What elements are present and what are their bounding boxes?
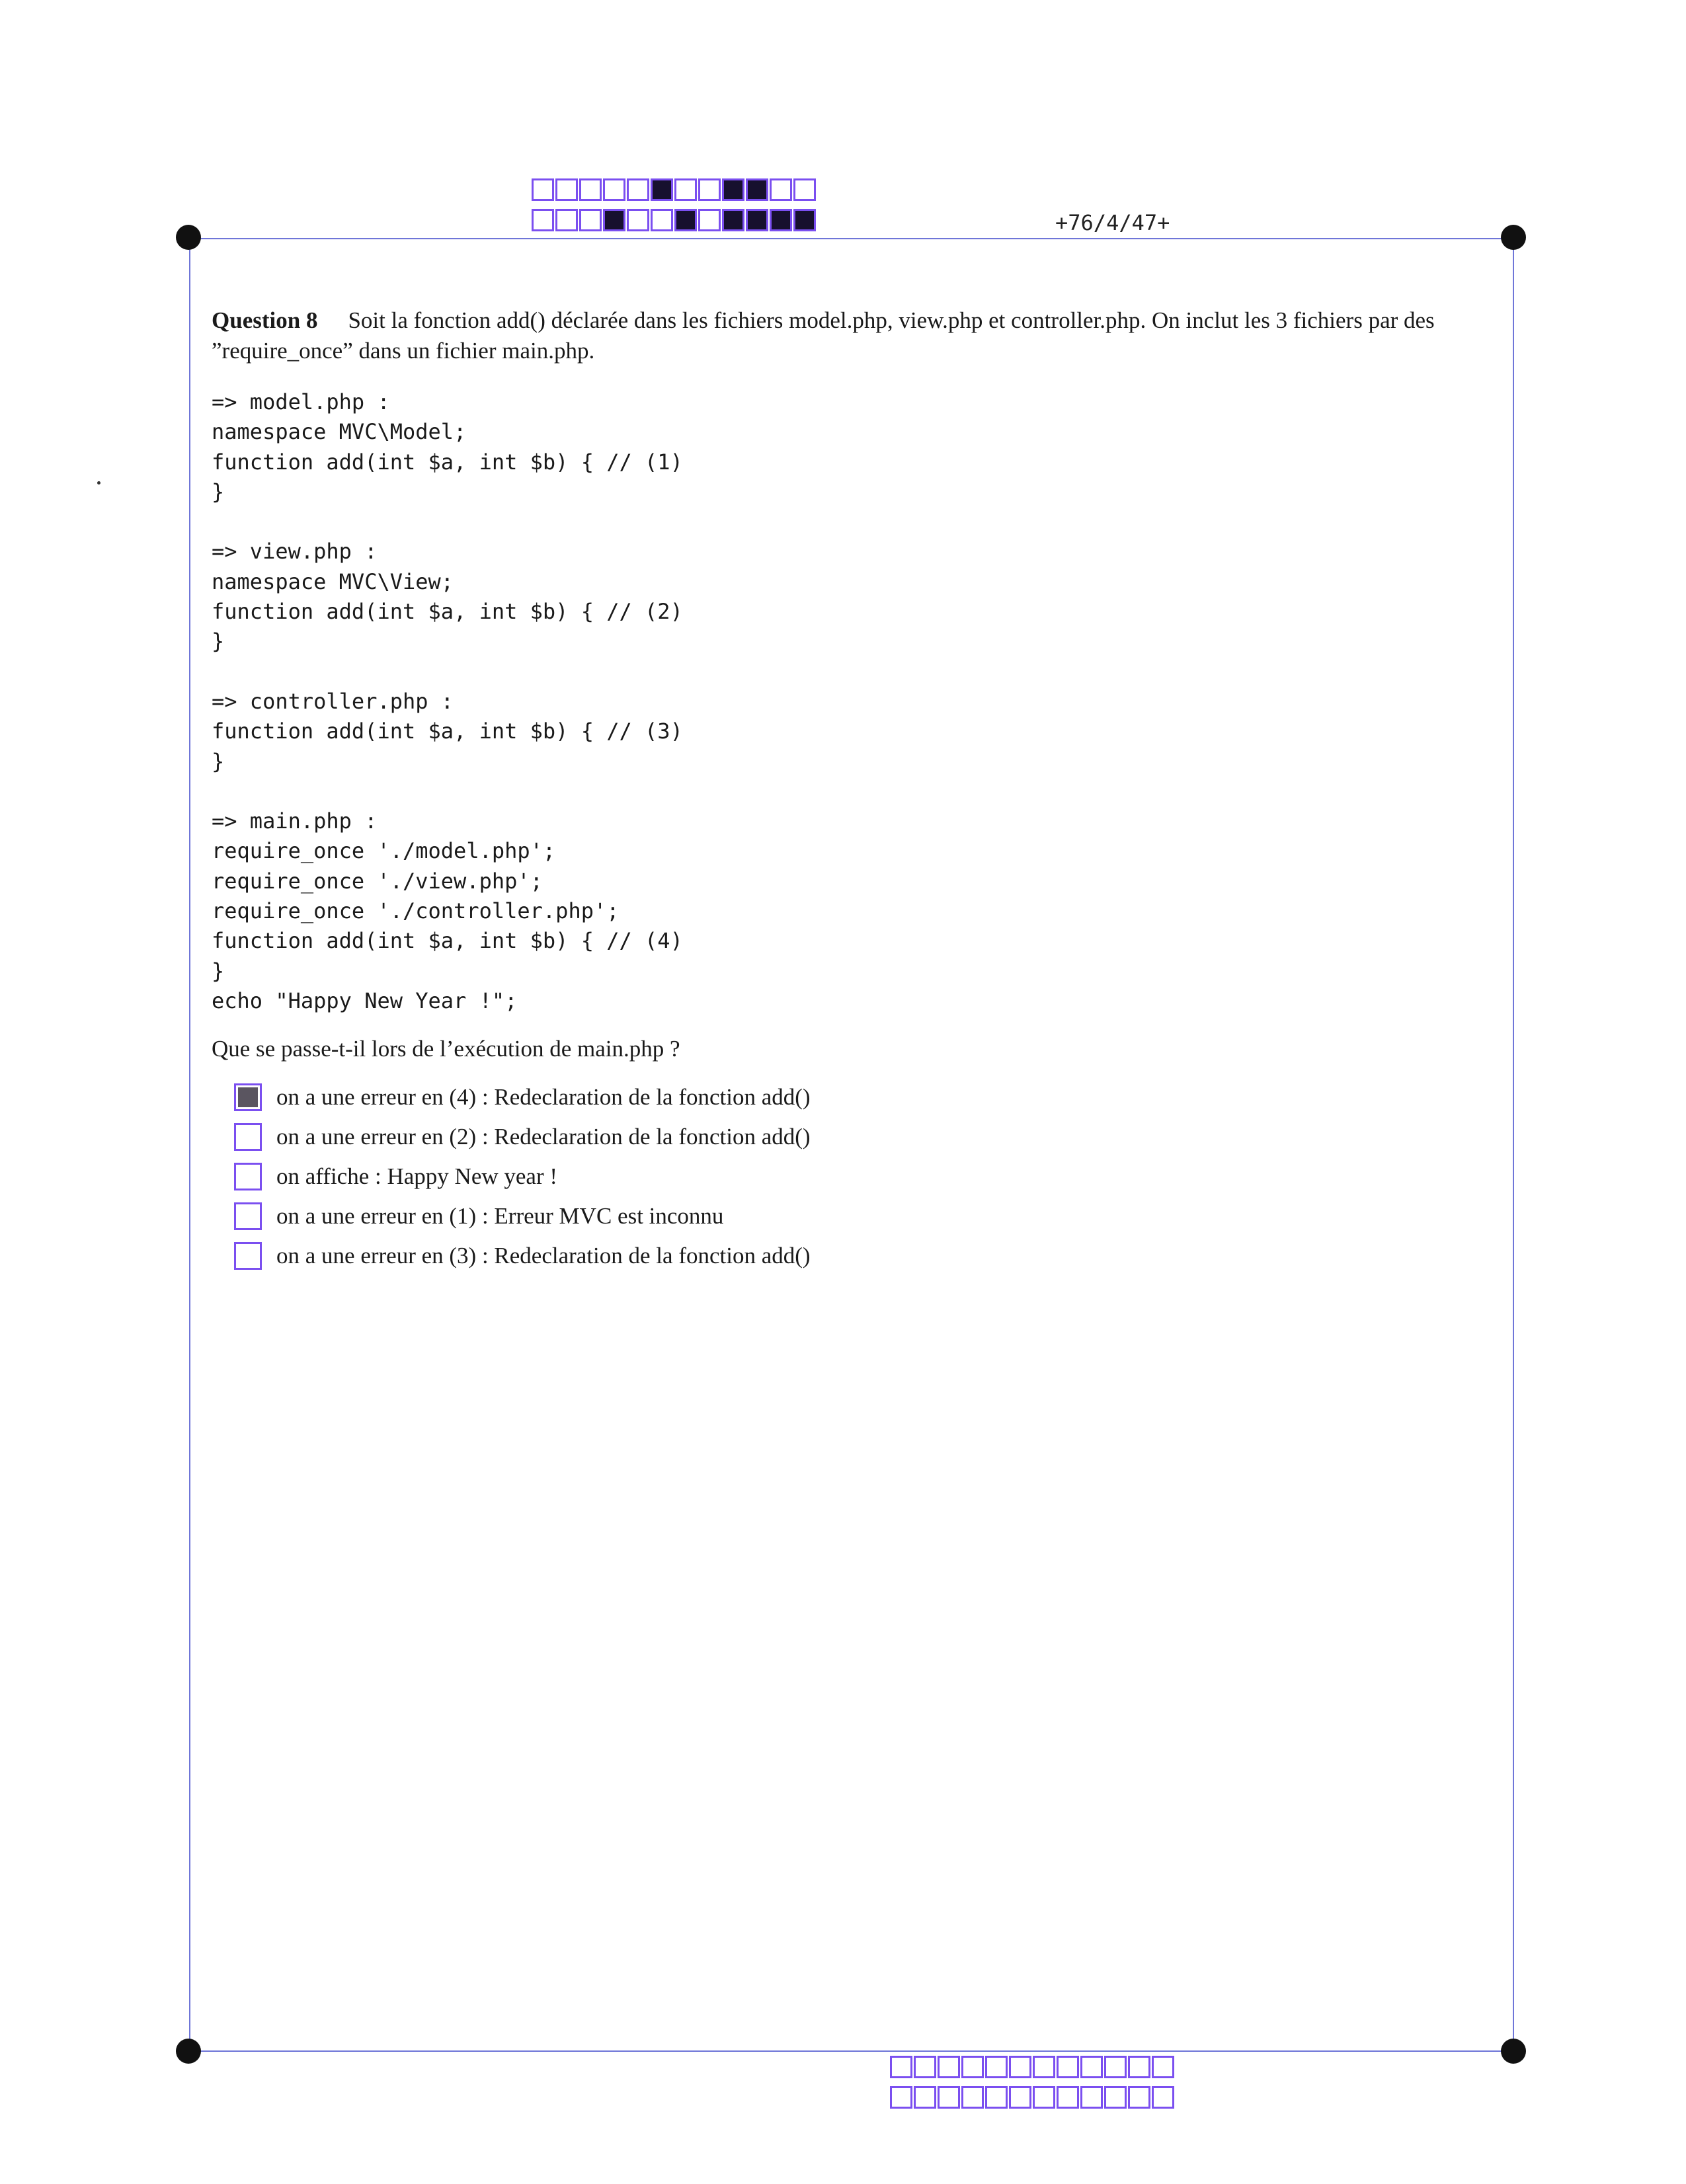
barcode-cell <box>532 209 554 231</box>
barcode-cell <box>746 178 768 201</box>
question-text: Soit la fonction add() déclarée dans les fichiers model.php, view.php et controller.php. On inclut les 3 fichiers par des ”require_once” dans un fichier main.php. <box>212 307 1435 364</box>
question-label: Question 8 <box>212 307 318 333</box>
barcode-cell <box>1128 2056 1150 2078</box>
corner-mark-top-right <box>1501 225 1526 250</box>
barcode-cell <box>746 209 768 231</box>
corner-mark-bottom-left <box>176 2039 201 2064</box>
answer-checkbox[interactable] <box>234 1123 262 1151</box>
corner-mark-bottom-right <box>1501 2039 1526 2064</box>
barcode-cell <box>651 178 673 201</box>
barcode-cell <box>1080 2086 1103 2109</box>
answer-checkbox[interactable] <box>234 1083 262 1111</box>
barcode-cell <box>1104 2086 1127 2109</box>
barcode-cell <box>961 2056 984 2078</box>
barcode-cell <box>627 209 649 231</box>
answer-option <box>234 1117 811 1157</box>
barcode-top-row-1 <box>532 178 817 201</box>
barcode-bottom-row-2 <box>890 2086 1176 2109</box>
barcode-cell <box>698 178 721 201</box>
barcode-cell <box>627 178 649 201</box>
barcode-cell <box>890 2086 912 2109</box>
barcode-cell <box>1033 2086 1055 2109</box>
barcode-cell <box>698 209 721 231</box>
answer-checkbox[interactable] <box>234 1163 262 1190</box>
barcode-cell <box>1033 2056 1055 2078</box>
barcode-cell <box>985 2056 1008 2078</box>
barcode-cell <box>1152 2056 1174 2078</box>
barcode-cell <box>1152 2086 1174 2109</box>
barcode-cell <box>1009 2086 1031 2109</box>
barcode-cell <box>770 209 792 231</box>
barcode-cell <box>985 2086 1008 2109</box>
barcode-bottom-row-1 <box>890 2056 1176 2078</box>
answer-list <box>234 1077 811 1276</box>
barcode-cell <box>722 209 744 231</box>
barcode-cell <box>1104 2056 1127 2078</box>
barcode-cell <box>603 178 625 201</box>
barcode-cell <box>579 209 602 231</box>
barcode-cell <box>938 2056 960 2078</box>
question-prompt: Que se passe-t-il lors de l’exécution de main.php ? <box>212 1036 680 1062</box>
answer-checkbox[interactable] <box>234 1202 262 1230</box>
answer-text: on a une erreur en (4) : Redeclaration de la fonction add() <box>276 1084 811 1110</box>
barcode-cell <box>793 209 816 231</box>
answer-option <box>234 1236 811 1276</box>
barcode-cell <box>1057 2056 1079 2078</box>
answer-option <box>234 1077 811 1117</box>
barcode-cell <box>532 178 554 201</box>
question-statement <box>212 305 1494 366</box>
barcode-cell <box>579 178 602 201</box>
page-id: +76/4/47+ <box>1055 210 1170 235</box>
barcode-cell <box>961 2086 984 2109</box>
barcode-cell <box>1009 2056 1031 2078</box>
answer-text: on affiche : Happy New year ! <box>276 1163 558 1189</box>
answer-option <box>234 1157 811 1196</box>
answer-text: on a une erreur en (3) : Redeclaration de la fonction add() <box>276 1243 811 1268</box>
barcode-cell <box>603 209 625 231</box>
barcode-cell <box>890 2056 912 2078</box>
barcode-cell <box>674 178 697 201</box>
barcode-cell <box>651 209 673 231</box>
barcode-cell <box>1080 2056 1103 2078</box>
barcode-cell <box>555 178 578 201</box>
barcode-cell <box>770 178 792 201</box>
barcode-cell <box>914 2056 936 2078</box>
barcode-cell <box>938 2086 960 2109</box>
barcode-cell <box>1128 2086 1150 2109</box>
scan-speck <box>97 481 100 485</box>
answer-checkbox[interactable] <box>234 1242 262 1270</box>
barcode-cell <box>722 178 744 201</box>
answer-text: on a une erreur en (2) : Redeclaration de la fonction add() <box>276 1124 811 1150</box>
barcode-cell <box>555 209 578 231</box>
barcode-cell <box>1057 2086 1079 2109</box>
code-listing: => model.php : namespace MVC\Model; function add(int $a, int $b) { // (1) } => view.php : namespace MVC\View; function add(int $a, int $b) { // (2) } => controller.php : function add(int $a, int $b) { // (3) } => main.php : require_once './model.php'; require_once './view.php'; require_once './controller.php'; function add(int $a, int $b) { // (4) } echo "Happy New Year !"; <box>212 389 683 1013</box>
corner-mark-top-left <box>176 225 201 250</box>
barcode-cell <box>793 178 816 201</box>
answer-text: on a une erreur en (1) : Erreur MVC est inconnu <box>276 1203 724 1229</box>
barcode-cell <box>674 209 697 231</box>
answer-option <box>234 1196 811 1236</box>
barcode-top-row-2 <box>532 209 817 231</box>
barcode-cell <box>914 2086 936 2109</box>
